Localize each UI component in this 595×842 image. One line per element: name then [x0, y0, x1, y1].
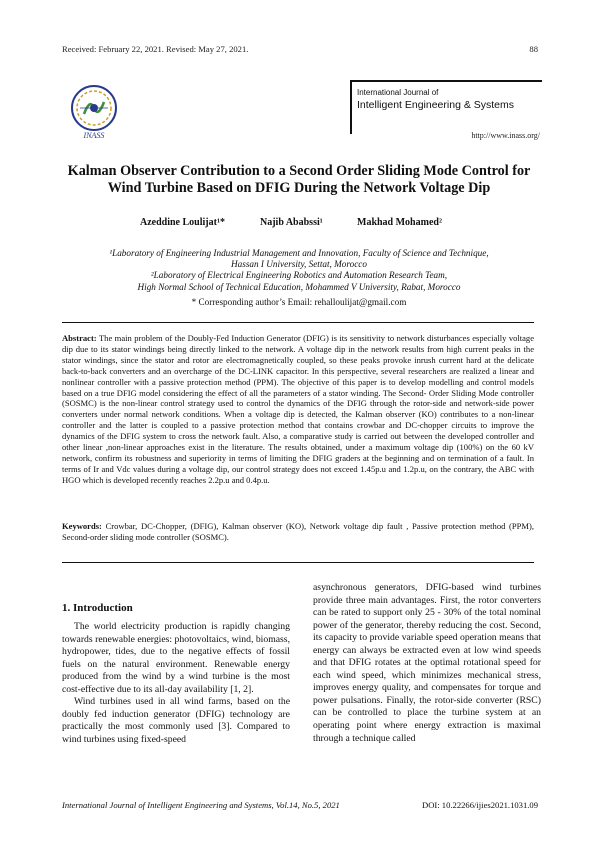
keywords-label: Keywords: [62, 521, 102, 531]
affiliations [60, 248, 538, 293]
paragraph: Wind turbines used in all wind farms, based on the doubly fed induction generator (DFIG) technology are practically the most commonly used [3]. Compared to wind turbines using fixed-speed [62, 696, 290, 745]
divider [62, 562, 534, 563]
affiliation-line: ¹Laboratory of Engineering Industrial Management and Innovation, Faculty of Science and Technique, [109, 248, 489, 258]
footer-doi[interactable]: DOI: 10.22266/ijies2021.1031.09 [421, 800, 538, 810]
abstract [62, 333, 534, 486]
footer-journal-ref: International Journal of Intelligent Engineering and Systems, Vol.14, No.5, 2021 [62, 800, 340, 810]
affiliation-line: High Normal School of Technical Education, Mohammed V University, Rabat, Morocco [137, 281, 461, 292]
page-number: 88 [529, 44, 538, 54]
author-3: Makhad Mohamed² [357, 217, 442, 228]
left-column [62, 621, 290, 746]
affiliation-line: ²Laboratory of Electrical Engineering Robotics and Automation Research Team, [150, 270, 448, 281]
section-heading: 1. Introduction [62, 602, 133, 614]
paragraph: The world electricity production is rapidly changing towards renewable energies: photovoltaics, wind, biomass, hydropower, tides, due to the negative effects of fossil fuels on the natural environment. Renewable energy produced from the wind by a wind turbine is the most cost-effective due to its all-day availability [1, 2]. [62, 621, 290, 695]
abstract-text: The main problem of the Doubly-Fed Induction Generator (DFIG) is its sensitivity to network disturbances especially voltage dip due to its stator windings being directly linked to the network. A voltage dip in the network results from high current peaks in the stator windings, since the stator and rotor are electromagnetically coupled, so these peaks provoke inrush current hard at the delicate back-to-back converters and an overcharge of the DC-LINK capacitor. In this perspective, several researchers are realized a linear and nonlinear controller with a passive protection method (PPM). The objective of this paper is to develop modelling and control models based on a true DFIG model considering the effect of all the parameters of a stator winding. The Second- Order Sliding Mode controller (SOSMC) is the non-linear control strategy used to control the dynamics of the DFIG through the rotor-side and network-side power converters under normal network conditions. When a voltage dip is detected, the Kalman observer (KO) contributes to a non-linear controller and the latter is coupled to a passive protection method that contains crowbar and DC-chopper circuits to improve the dynamics of the DFIG system to cross the network fault. Also, a comparative study is carried out between the developed controller and other linear ,non-linear approaches exist in the literature. The results obtained, under a maximum voltage dip (100%) on the 60 kV network, confirm its robustness and superiority in terms of limiting the DFIG graders at the beginning and on termination of a fault. In terms of Ir and Vdc values during a voltage dip, our control strategy does not exceed 1.45p.u and 1.2p.u, on the contrary, the ABC with HGO which is developed recently reaches 2.2p.u and 0.4p.u. [62, 333, 534, 485]
right-column [313, 582, 541, 745]
keywords [62, 521, 534, 543]
affiliation-line: Hassan I University, Settat, Morocco [231, 259, 367, 270]
paragraph: asynchronous generators, DFIG-based wind turbines provide three main advantages. First, the rotor converters can be rated to support only 25 - 30% of the total nominal power of the generator, thereby reducing the cost. Second, its capacity to provide variable speed operation means that energy can always be extracted even at low wind speeds and that DFIG rotates at the optimal rotational speed for each wind speed, which minimizes mechanical stress, improves energy quality, and compensates for torque and power pulsations. Finally, the rotor-side converter (RSC) can be controlled to place the turbine system at an operating point where energy extraction is maximal through a technique called [313, 582, 541, 744]
author-1: Azeddine Loulijat¹* [140, 217, 225, 228]
abstract-label: Abstract: [62, 333, 97, 343]
journal-url[interactable]: http://www.inass.org/ [471, 131, 540, 140]
divider [62, 322, 534, 323]
received-revised-dates: Received: February 22, 2021. Revised: May 27, 2021. [62, 44, 249, 54]
keywords-text: Crowbar, DC-Chopper, (DFIG), Kalman observer (KO), Network voltage dip fault , Passive protection method (PPM), Second-order sliding mode controller (SOSMC). [62, 521, 534, 542]
author-list [60, 217, 538, 231]
paper-title: Kalman Observer Contribution to a Second Order Sliding Mode Control for Wind Turbine Based on DFIG During the Network Voltage Dip [67, 163, 531, 196]
corresponding-email: * Corresponding author’s Email: rehalloulijat@gmail.com [191, 297, 407, 307]
journal-name-line2: Intelligent Engineering & Systems [357, 99, 515, 111]
author-2: Najib Ababssi¹ [260, 217, 323, 228]
logo-label: INASS [83, 131, 105, 140]
journal-name-line1: International Journal of [357, 88, 439, 97]
